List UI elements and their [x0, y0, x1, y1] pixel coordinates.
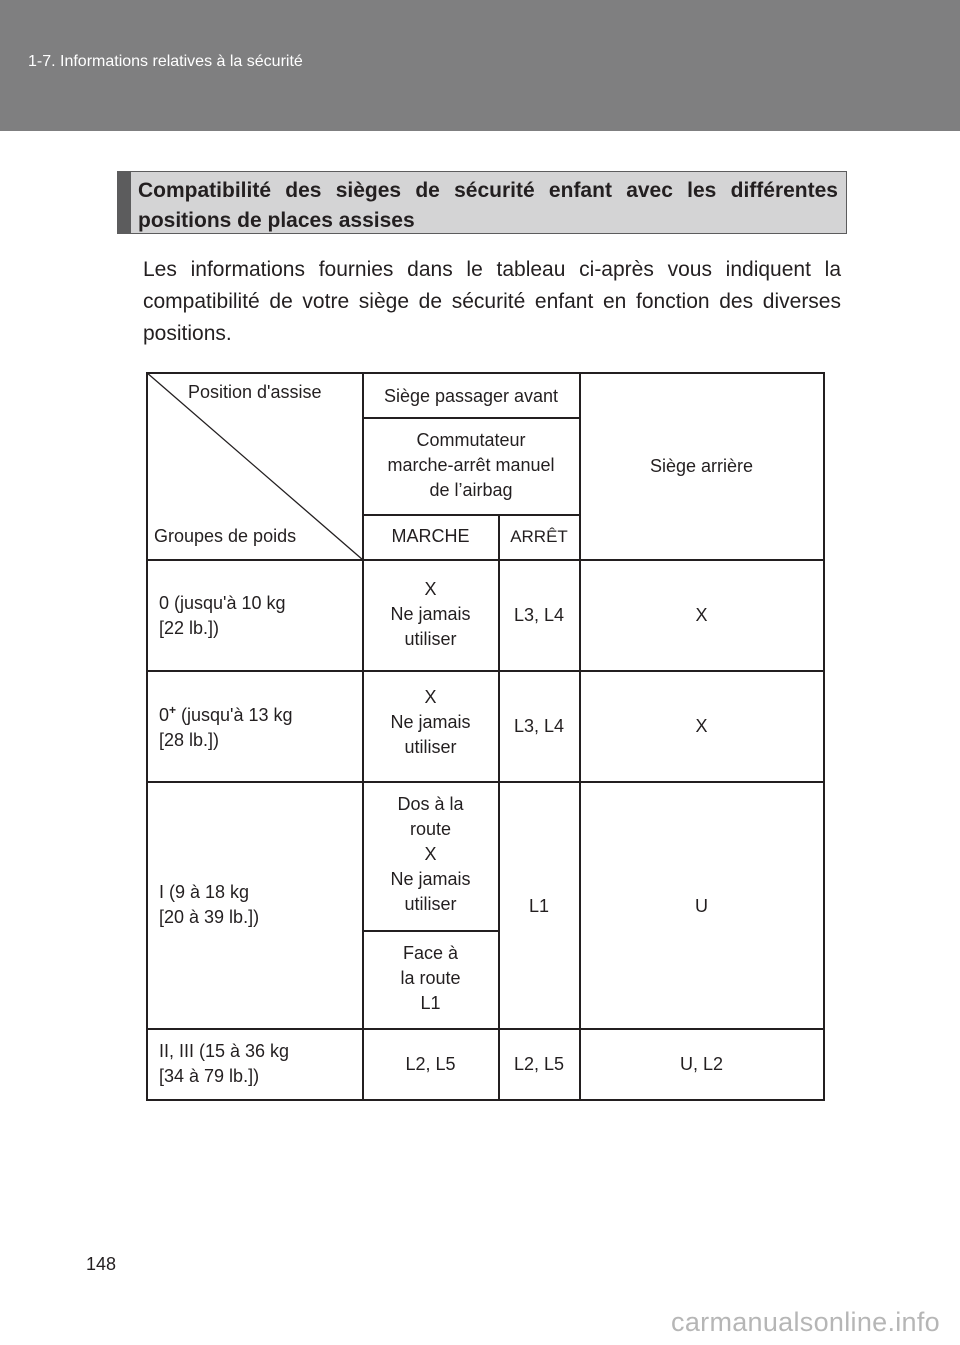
rear-seat-header: Siège arrière: [649, 456, 754, 476]
table-cell-rear: X: [695, 716, 708, 736]
corner-bottom-label: Groupes de poids: [154, 526, 297, 546]
table-cell-off: L3, L4: [513, 716, 565, 736]
table-line: [363, 514, 580, 516]
compatibility-table: [146, 372, 825, 1101]
table-line: [146, 1028, 825, 1030]
page-number: 148: [86, 1254, 117, 1274]
table-cell-off: L3, L4: [513, 605, 565, 625]
table-cell-forward-facing: Face à la route L1: [400, 943, 461, 1013]
table-line: [146, 781, 825, 783]
intro-paragraph: Les informations fournies dans le tableau ci-après vous indiquent la compatibilité de votre siège de sécurité enfant en fonction des diverses positions.: [143, 258, 841, 345]
table-border-bottom: [146, 1099, 825, 1101]
table-border-right: [823, 372, 825, 1101]
airbag-switch-header: Commutateur marche-arrêt manuel de l’airbag: [387, 430, 555, 500]
table-line: [363, 930, 499, 932]
section-accent-bar: [118, 172, 131, 233]
table-cell-off: L1: [528, 896, 550, 916]
section-heading-box: [117, 171, 847, 234]
table-cell-rear: U: [695, 896, 708, 916]
table-line: [363, 417, 580, 419]
table-row-group: I (9 à 18 kg [20 à 39 lb.]): [159, 882, 260, 927]
table-cell-rear: X: [695, 605, 708, 625]
watermark: carmanualsonline.info: [671, 1307, 940, 1337]
table-line: [146, 670, 825, 672]
table-cell-on: X Ne jamais utiliser: [390, 687, 471, 757]
table-cell-on: X Ne jamais utiliser: [390, 579, 471, 649]
table-row-group: II, III (15 à 36 kg [34 à 79 lb.]): [159, 1041, 290, 1086]
table-cell-on: L2, L5: [405, 1054, 456, 1074]
corner-top-label: Position d'assise: [188, 382, 322, 402]
table-row-group: 0 (jusqu'à 10 kg [22 lb.]): [159, 593, 286, 638]
table-cell-rear: U, L2: [679, 1054, 724, 1074]
header-band: [0, 0, 960, 131]
front-seat-header: Siège passager avant: [383, 386, 559, 406]
section-title: Compatibilité des sièges de sécurité enfant avec les différentes positions de places assises: [138, 179, 838, 232]
on-header: MARCHE: [391, 526, 470, 546]
off-header: ARRÊT: [510, 527, 568, 546]
breadcrumb: 1-7. Informations relatives à la sécurité: [28, 53, 303, 70]
table-cell-rear-facing: Dos à la route X Ne jamais utiliser: [390, 794, 471, 914]
table-row-group: 0+ (jusqu'à 13 kg [28 lb.]): [159, 703, 293, 750]
table-cell-off: L2, L5: [513, 1054, 565, 1074]
